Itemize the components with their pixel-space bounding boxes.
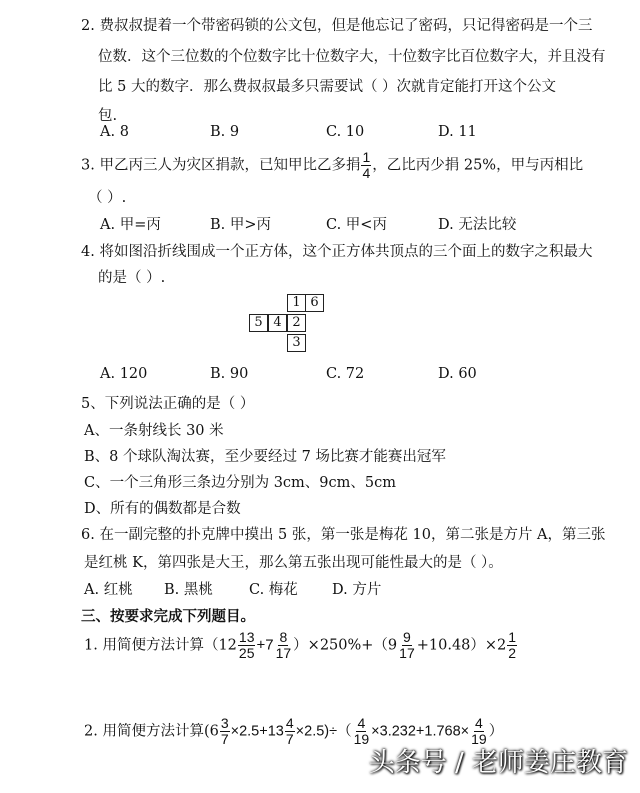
q4-line-2: 的是（ ）. bbox=[98, 270, 166, 286]
net-cell: 5 bbox=[249, 314, 268, 332]
calc2-prefix: 2. 用简便方法计算(6 bbox=[84, 723, 219, 740]
calc1-frac-3-num: 9 bbox=[403, 629, 411, 645]
net-cell: 6 bbox=[305, 294, 324, 312]
calc2-mid-3: ×3.232+1.768× bbox=[371, 723, 470, 740]
calc2-end: ） bbox=[488, 723, 504, 740]
calc1-frac-3-den: 17 bbox=[399, 645, 415, 661]
calc1-prefix: 1. 用简便方法计算（12 bbox=[84, 637, 237, 654]
calc1-frac-3 bbox=[398, 630, 416, 661]
calc1-frac-4-den: 2 bbox=[508, 645, 517, 661]
calc2-frac-2 bbox=[285, 716, 295, 747]
calc2-frac-3-den: 19 bbox=[353, 731, 370, 747]
calc2-frac-1-den: 7 bbox=[220, 731, 229, 747]
q6-option-d[interactable]: D. 方片 bbox=[332, 582, 382, 598]
q4-option-d[interactable]: D. 60 bbox=[438, 366, 477, 382]
q6-line-2: 是红桃 K，第四张是大王，那么第五张出现可能性最大的是（ ）。 bbox=[84, 555, 503, 571]
calc-1 bbox=[84, 630, 518, 661]
calc2-frac-3 bbox=[353, 716, 371, 747]
q3-option-a[interactable]: A. 甲=丙 bbox=[100, 217, 161, 233]
q6-line-1: 6. 在一副完整的扑克牌中摸出 5 张，第一张是梅花 10，第二张是方片 A，第三张 bbox=[81, 527, 606, 543]
calc2-frac-1 bbox=[220, 716, 230, 747]
calc1-frac-2 bbox=[275, 630, 293, 661]
q6-option-a[interactable]: A. 红桃 bbox=[84, 582, 133, 598]
q4-option-b[interactable]: B. 90 bbox=[210, 366, 249, 382]
q3-fraction bbox=[361, 150, 371, 181]
q4-option-c[interactable]: C. 72 bbox=[326, 366, 365, 382]
calc2-frac-2-den: 7 bbox=[285, 731, 294, 747]
calc1-mid-1: +7 bbox=[256, 636, 274, 654]
q2-option-b[interactable]: B. 9 bbox=[210, 124, 240, 140]
q3-line-2: （ ）. bbox=[88, 190, 127, 206]
q2-line-4: 包. bbox=[98, 108, 118, 124]
q2-option-c[interactable]: C. 10 bbox=[326, 124, 365, 140]
q2-option-d[interactable]: D. 11 bbox=[438, 124, 477, 140]
calc1-frac-4 bbox=[507, 630, 517, 661]
net-cell: 2 bbox=[287, 314, 306, 332]
q3-option-d[interactable]: D. 无法比较 bbox=[438, 217, 517, 233]
q6-option-b[interactable]: B. 黑桃 bbox=[164, 582, 213, 598]
q5-stem: 5、下列说法正确的是（ ） bbox=[81, 396, 255, 412]
calc1-frac-2-num: 8 bbox=[279, 629, 288, 645]
q3-option-c[interactable]: C. 甲<丙 bbox=[326, 217, 387, 233]
q5-option-d[interactable]: D、所有的偶数都是合数 bbox=[84, 501, 241, 517]
q3-option-b[interactable]: B. 甲>丙 bbox=[210, 217, 272, 233]
q5-option-a[interactable]: A、一条射线长 30 米 bbox=[84, 423, 224, 439]
q3-fraction-num: 1 bbox=[362, 149, 371, 165]
calc1-frac-4-num: 1 bbox=[508, 629, 517, 645]
cube-net-diagram bbox=[249, 294, 329, 352]
q2-line-1: 2. 费叔叔提着一个带密码锁的公文包，但是他忘记了密码，只记得密码是一个三 bbox=[81, 18, 593, 34]
q2-line-3: 比 5 大的数字．那么费叔叔最多只需要试（ ）次就肯定能打开这个公文 bbox=[98, 79, 557, 95]
q3-prefix: 3. 甲乙丙三人为灾区捐款，已知甲比乙多捐 bbox=[81, 157, 361, 174]
calc2-frac-1-num: 3 bbox=[220, 715, 229, 731]
watermark-text: 头条号 / 老师姜庄教育 bbox=[368, 748, 628, 778]
calc2-frac-3-num: 4 bbox=[357, 715, 366, 731]
q4-line-1: 4. 将如图沿折线围成一个正方体，这个正方体共顶点的三个面上的数字之积最大 bbox=[81, 244, 593, 260]
calc2-frac-4-num: 4 bbox=[475, 715, 483, 731]
calc2-mid-1: ×2.5+13 bbox=[230, 723, 284, 740]
q6-option-c[interactable]: C. 梅花 bbox=[249, 582, 298, 598]
net-cell: 1 bbox=[287, 294, 306, 312]
q2-line-2: 位数．这个三位数的个位数字比十位数字大，十位数字比百位数字大，并且没有 bbox=[98, 49, 606, 65]
calc1-frac-1-num: 13 bbox=[238, 629, 255, 645]
calc2-mid-2: ×2.5)÷（ bbox=[295, 723, 352, 740]
net-cell: 4 bbox=[268, 314, 287, 332]
q5-option-c[interactable]: C、一个三角形三条边分别为 3cm、9cm、5cm bbox=[84, 475, 396, 491]
calc1-mid-2: ）×250%+（9 bbox=[293, 637, 398, 654]
calc1-mid-3: +10.48）×2 bbox=[416, 637, 507, 654]
calc1-frac-1 bbox=[238, 630, 256, 661]
q5-option-b[interactable]: B、8 个球队淘汰赛，至少要经过 7 场比赛才能赛出冠军 bbox=[84, 449, 446, 465]
q3-line-1 bbox=[81, 150, 583, 181]
calc2-frac-2-num: 4 bbox=[285, 715, 294, 731]
section-3-title: 三、按要求完成下列题目。 bbox=[81, 608, 255, 625]
calc1-frac-2-den: 17 bbox=[275, 645, 292, 661]
net-cell: 3 bbox=[287, 334, 306, 352]
q3-fraction-den: 4 bbox=[362, 165, 371, 181]
q3-suffix: ，乙比丙少捐 25%，甲与丙相比 bbox=[372, 157, 584, 174]
q4-option-a[interactable]: A. 120 bbox=[100, 366, 148, 382]
q2-option-a[interactable]: A. 8 bbox=[100, 124, 129, 140]
calc1-frac-1-den: 25 bbox=[238, 645, 255, 661]
calc2-frac-4-den: 19 bbox=[471, 731, 487, 747]
